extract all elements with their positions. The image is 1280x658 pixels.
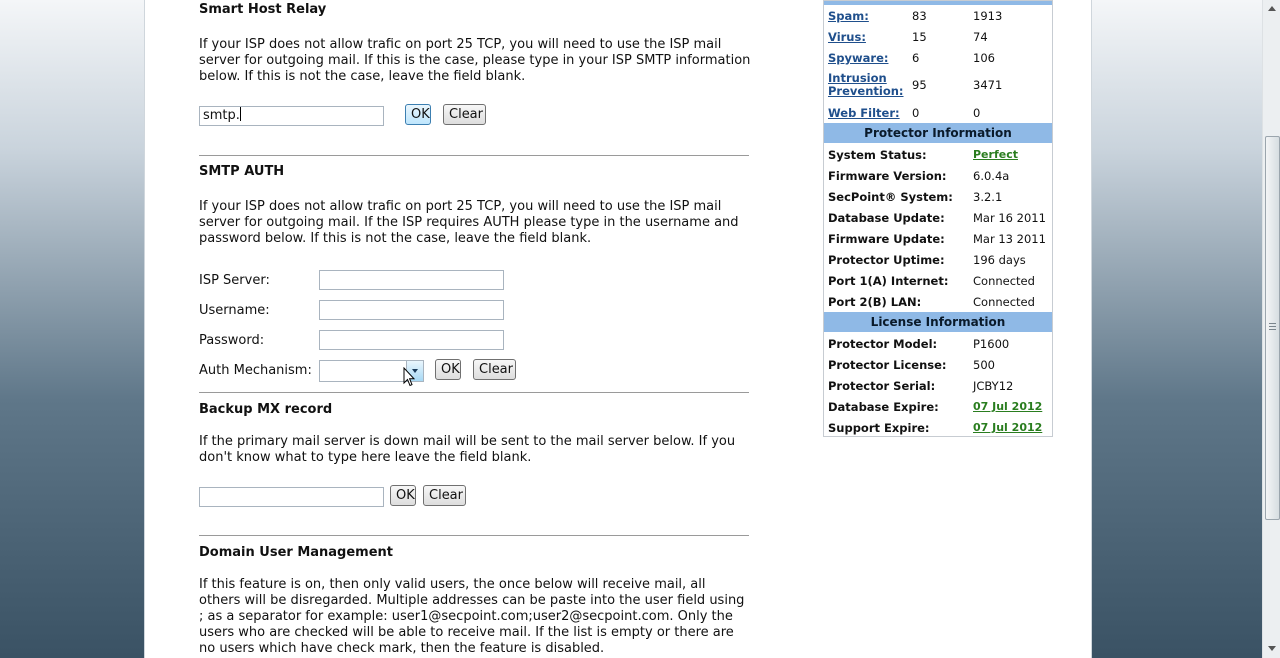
mouse-cursor-icon	[403, 367, 415, 387]
info-value: 196 days	[973, 253, 1026, 267]
scrollbar-thumb[interactable]	[1265, 136, 1280, 520]
stat-link-spam[interactable]: Spam:	[828, 9, 869, 23]
grip-line	[1269, 326, 1276, 327]
smart-host-heading: Smart Host Relay	[199, 2, 327, 17]
smart-host-description: If your ISP does not allow trafic on port 25 TCP, you will need to use the ISP mail server for outgoing mail. If this is the case, please type in your ISP SMTP information below. If this is not the case, leave the field blank.	[199, 37, 751, 84]
username-label: Username:	[199, 303, 270, 318]
stat-value-b: 106	[973, 51, 995, 65]
smtp-auth-description: If your ISP does not allow trafic on port 25 TCP, you will need to use the ISP mail server for outgoing mail. If the ISP requires AUTH please type in the username and password below. If this is not the case, leave the field blank.	[199, 199, 739, 246]
divider	[199, 535, 749, 536]
stat-value-b: 74	[973, 30, 988, 44]
info-label: Port 2(B) LAN:	[828, 295, 922, 309]
info-label: System Status:	[828, 148, 927, 162]
info-value: 6.0.4a	[973, 169, 1010, 183]
info-label: Firmware Version:	[828, 169, 947, 183]
panel-top-band	[824, 1, 1052, 5]
smtp-auth-ok-button[interactable]: OK	[435, 359, 461, 380]
license-label: Protector License:	[828, 358, 947, 372]
stat-link-virus[interactable]: Virus:	[828, 30, 866, 44]
backup-mx-heading: Backup MX record	[199, 402, 333, 417]
info-panel	[823, 0, 1053, 437]
backup-mx-clear-button[interactable]: Clear	[423, 485, 466, 506]
divider	[199, 155, 749, 156]
stat-value-b: 0	[973, 106, 981, 120]
password-label: Password:	[199, 333, 265, 348]
text-caret	[240, 107, 241, 121]
system-status-link[interactable]: Perfect	[973, 148, 1018, 161]
auth-mechanism-label: Auth Mechanism:	[199, 363, 312, 378]
vertical-scrollbar[interactable]	[1262, 0, 1280, 658]
stat-value-a: 0	[912, 106, 920, 120]
license-info-title: License Information	[824, 312, 1052, 332]
stat-value-a: 15	[912, 30, 927, 44]
password-input[interactable]	[319, 330, 504, 350]
isp-server-label: ISP Server:	[199, 273, 270, 288]
license-label: Protector Serial:	[828, 379, 936, 393]
smtp-auth-clear-button[interactable]: Clear	[473, 359, 516, 380]
protector-info-title: Protector Information	[824, 123, 1052, 143]
info-value: Connected	[973, 274, 1035, 288]
license-value: 500	[973, 358, 995, 372]
backup-mx-description: If the primary mail server is down mail will be sent to the mail server below. If you don't know what to type here leave the field blank.	[199, 434, 736, 465]
info-label: SecPoint® System:	[828, 190, 953, 204]
stat-value-a: 83	[912, 9, 927, 23]
backup-mx-input[interactable]	[199, 487, 384, 507]
smart-host-clear-button[interactable]: Clear	[443, 104, 486, 125]
license-label: Support Expire:	[828, 421, 930, 435]
info-label: Protector Uptime:	[828, 253, 945, 267]
scroll-up-arrow-icon[interactable]	[1263, 0, 1280, 18]
stat-value-b: 3471	[973, 78, 1003, 92]
smtp-auth-heading: SMTP AUTH	[199, 164, 285, 179]
stat-link-web-filter[interactable]: Web Filter:	[828, 106, 900, 120]
domain-user-description: If this feature is on, then only valid users, the once below will receive mail, all others will be disregarded. Multiple addresses can be paste into the user field using ; as a separator for example: user1@secpoint.com;user2@secpoint.com. Only the users who are checked will be able to receive mail. If the list is empty or there are no users which have check mark, then the feature is disabled.	[199, 577, 745, 656]
support-expire-link[interactable]: 07 Jul 2012	[973, 421, 1043, 434]
stat-link-intrusion-prevention[interactable]: Intrusion Prevention:	[828, 71, 904, 98]
username-input[interactable]	[319, 300, 504, 320]
smart-host-ok-button[interactable]: OK	[405, 104, 431, 125]
info-label: Database Update:	[828, 211, 945, 225]
stat-link-spyware[interactable]: Spyware:	[828, 51, 889, 65]
backup-mx-ok-button[interactable]: OK	[390, 485, 416, 506]
database-expire-link[interactable]: 07 Jul 2012	[973, 400, 1043, 413]
license-label: Database Expire:	[828, 400, 939, 414]
smart-host-input[interactable]	[199, 106, 384, 126]
info-value: Connected	[973, 295, 1035, 309]
license-label: Protector Model:	[828, 337, 938, 351]
stat-value-b: 1913	[973, 9, 1003, 23]
info-label: Firmware Update:	[828, 232, 945, 246]
domain-user-heading: Domain User Management	[199, 545, 394, 560]
stat-value-a: 6	[912, 51, 920, 65]
info-value: Mar 13 2011	[973, 232, 1046, 246]
divider	[199, 392, 749, 393]
info-value: 3.2.1	[973, 190, 1003, 204]
license-value: P1600	[973, 337, 1010, 351]
info-value: Mar 16 2011	[973, 211, 1046, 225]
license-value: JCBY12	[973, 379, 1014, 393]
smart-host-input-value: smtp.	[203, 108, 240, 123]
grip-line	[1269, 329, 1276, 330]
info-label: Port 1(A) Internet:	[828, 274, 949, 288]
grip-line	[1269, 323, 1276, 324]
stat-value-a: 95	[912, 78, 927, 92]
isp-server-input[interactable]	[319, 270, 504, 290]
scroll-down-arrow-icon[interactable]	[1263, 640, 1280, 658]
